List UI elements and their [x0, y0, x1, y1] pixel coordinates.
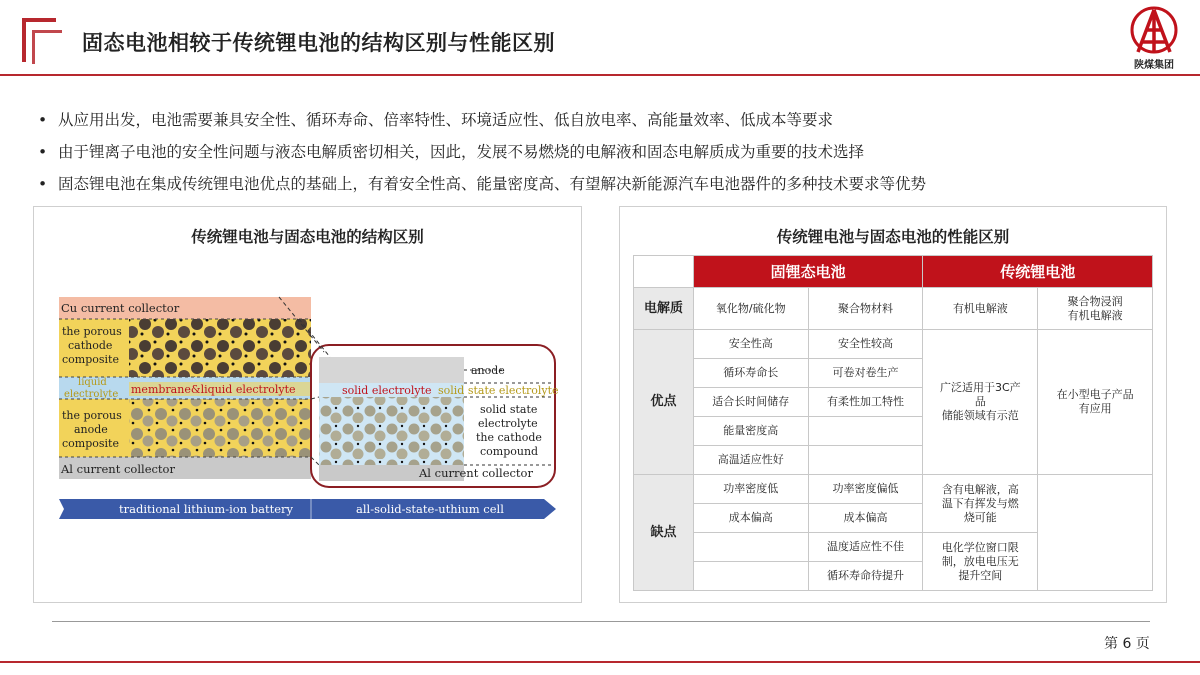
solid-electrolyte-label: solid electrolyte [342, 384, 432, 397]
cathode-label-3: composite [62, 353, 119, 366]
table-cell: 功率密度偏低 [808, 475, 923, 504]
cathode-label-1: the porous [62, 325, 122, 338]
table-cell [923, 330, 1038, 475]
bullet-item [38, 168, 1158, 200]
arrow-solid-label: all-solid-state-uthium cell [356, 502, 504, 516]
bullet-dot: • [38, 143, 48, 161]
cell-line: 制，放电电压无 [941, 554, 1019, 568]
cell-line: 含有电解液，高 [941, 482, 1019, 496]
table-cell [1038, 288, 1153, 330]
company-logo-text: 陕煤集团 [1134, 60, 1174, 71]
bullet-dot: • [38, 175, 48, 193]
structure-panel [33, 206, 582, 603]
bullet-text: 固态锂电池在集成传统锂电池优点的基础上，有着安全性高、能量密度高、有望解决新能源汽车电池器件的多种技术要求等优势 [58, 175, 927, 193]
cell-line: 储能领域有示范 [941, 409, 1019, 422]
header-bracket-decoration-inner [32, 30, 62, 64]
cell-line: 提升空间 [958, 568, 1003, 582]
page-number: 第 6 页 [1104, 636, 1150, 652]
table-header-row [634, 256, 1153, 288]
cell-line: 有应用 [1078, 402, 1112, 415]
table-cell [693, 533, 808, 562]
cell-line: 烧可能 [963, 510, 997, 524]
compound-label-1: solid state [480, 403, 538, 416]
table-cell: 安全性较高 [808, 330, 923, 359]
table-cell: 循环寿命长 [693, 359, 808, 388]
solid-al-collector-label: Al current collector [419, 466, 533, 480]
header-divider [0, 74, 1200, 76]
cell-line: 聚合物浸润 [1067, 294, 1123, 308]
page-title: 固态电池相较于传统锂电池的结构区别与性能区别 [82, 31, 555, 55]
table-cell: 温度适应性不佳 [808, 533, 923, 562]
table-cell [808, 417, 923, 446]
bullet-dot: • [38, 111, 48, 129]
table-cell: 功率密度低 [693, 475, 808, 504]
cu-collector-label: Cu current collector [61, 301, 180, 315]
table-cell: 高温适应性好 [693, 446, 808, 475]
table-cell: 氧化物/硫化物 [693, 288, 808, 330]
cell-line: 电化学位窗口限 [941, 540, 1019, 554]
table-cell [808, 446, 923, 475]
footer-divider [52, 621, 1150, 622]
table-cell [923, 533, 1038, 591]
performance-panel-title: 传统锂电池与固态电池的性能区别 [776, 228, 1010, 246]
anode-label-2: anode [74, 423, 108, 436]
cell-line: 有机电解液 [1067, 308, 1123, 322]
column-header-solid: 固锂态电池 [693, 256, 923, 288]
table-cell: 成本偏高 [693, 504, 808, 533]
row-header-electrolyte: 电解质 [634, 288, 694, 330]
anode-label-3: composite [62, 437, 119, 450]
compound-label-3: the cathode [476, 431, 542, 444]
cathode-label-2: cathode [68, 339, 113, 352]
compound-label-4: compound [480, 445, 539, 458]
cell-line: 广泛适用于3C产 [939, 381, 1021, 394]
bullet-list [38, 104, 1158, 200]
anode-label-1: the porous [62, 409, 122, 422]
table-row [634, 475, 1153, 504]
solid-anode-label: anode [471, 364, 505, 377]
table-cell [1038, 330, 1153, 475]
cell-line: 温下有挥发与燃 [941, 496, 1019, 510]
structure-panel-title: 传统锂电池与固态电池的结构区别 [191, 228, 424, 246]
row-header-pros: 优点 [634, 330, 694, 475]
bullet-text: 由于锂离子电池的安全性问题与液态电解质密切相关，因此，发展不易燃烧的电解液和固态电解质成为重要的技术选择 [58, 143, 865, 161]
footer-red-bar [0, 661, 1200, 663]
table-cell: 成本偏高 [808, 504, 923, 533]
compound-label-2: electrolyte [478, 417, 538, 430]
cell-line: 品 [974, 395, 986, 408]
table-corner-cell [634, 256, 694, 288]
table-cell: 能量密度高 [693, 417, 808, 446]
table-cell: 循环寿命待提升 [808, 562, 923, 591]
table-cell [923, 475, 1038, 533]
performance-table [633, 255, 1153, 591]
battery-structure-diagram [34, 207, 583, 604]
liquid-label-2: electrolyte [64, 389, 119, 400]
table-cell: 可卷对卷生产 [808, 359, 923, 388]
membrane-label: membrane&liquid electrolyte [131, 383, 296, 396]
arrow-traditional-label: traditional lithium-ion battery [119, 502, 294, 516]
bullet-item [38, 104, 1158, 136]
column-header-traditional: 传统锂电池 [923, 256, 1153, 288]
table-cell [693, 562, 808, 591]
table-row [634, 330, 1153, 359]
cell-line: 在小型电子产品 [1056, 388, 1134, 401]
solid-state-electrolyte-label: solid state electrolyte [438, 384, 559, 397]
liquid-label-1: liquid [78, 377, 107, 388]
bullet-item [38, 136, 1158, 168]
table-row [634, 288, 1153, 330]
table-cell: 适合长时间储存 [693, 388, 808, 417]
table-cell: 有柔性加工特性 [808, 388, 923, 417]
table-cell: 聚合物材料 [808, 288, 923, 330]
table-cell: 安全性高 [693, 330, 808, 359]
row-header-cons: 缺点 [634, 475, 694, 591]
table-cell: 有机电解液 [923, 288, 1038, 330]
al-collector-label: Al current collector [61, 462, 175, 476]
table-cell [1038, 475, 1153, 591]
bullet-text: 从应用出发，电池需要兼具安全性、循环寿命、倍率特性、环境适应性、低自放电率、高能量效率、低成本等要求 [58, 111, 834, 129]
